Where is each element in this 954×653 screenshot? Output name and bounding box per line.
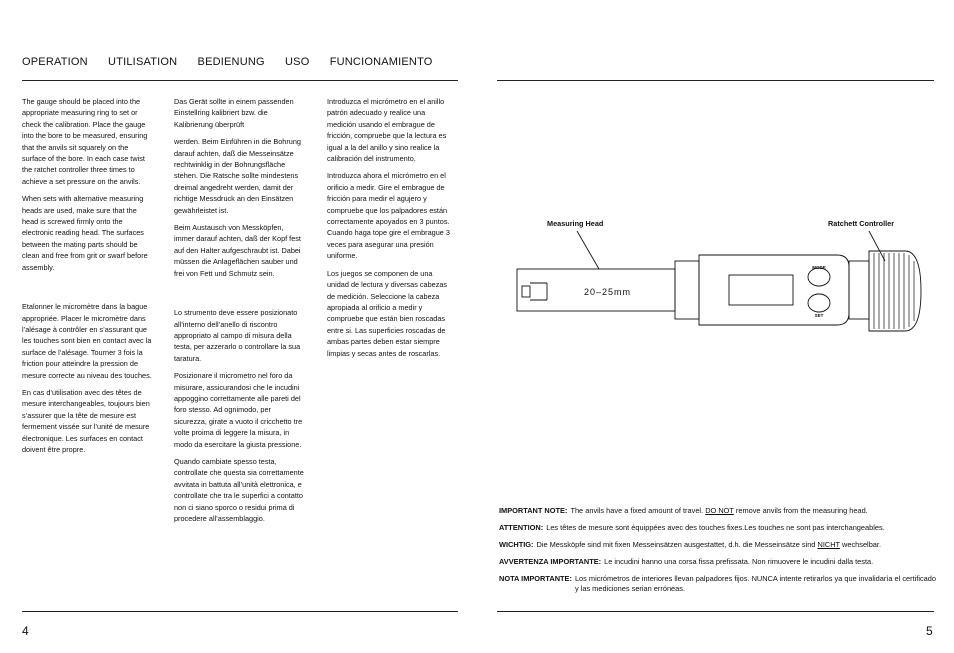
column-english-french [22,96,152,461]
electronic-body [699,255,849,325]
leader-line-head [577,231,599,269]
paragraph-en-1: The gauge should be placed into the appropriate measuring ring to set or check the calibration. Place the gauge into the bore to be measured, ensuring that the anvils sit squarely on the surface of the bore. In each case twist the ratchet controller three times to achieve a set pressure on the anvils. [22,97,148,186]
header-rule-right [497,80,934,81]
note-italian-label: AVVERTENZA IMPORTANTE: [499,556,602,566]
note-spanish: NOTA IMPORTANTE: Los micrómetros de interiores llevan palpadores fijos. NUNCA intente retirarlos ya que invalidaría el certificado y las mediciones serian erróneas. [499,573,937,594]
paragraph-de-2: werden. Beim Einführen in die Bohrung darauf achten, daß die Messeinsätze rechtwinklig in der Bohrungsfläche stehen. Die Ratsche sollte mindestens dreimal angedreht werden, damit der richtige Messdruck an den Einsätzen gewährleistet ist. [174,137,301,215]
footer-rule-right [497,611,934,612]
label-ratchet-controller: Ratchett Controller [828,219,895,228]
note-english-label: IMPORTANT NOTE: [499,506,568,515]
header-rule-left [22,80,458,81]
lcd-display [729,275,793,305]
page-number-left: 4 [22,624,29,638]
set-button [808,294,830,312]
paragraph-fr-2: En cas d’utilisation avec des têtes de mesure interchangeables, toujours bien s’assurer que la tête de mesure est fermement vissée sur l’unité de mesure électronique. Les surfaces en contact doivent être propre. [22,387,150,454]
paragraph-es-2: Introduzca ahora el micrómetro en el orificio a medir. Gire el embrague de fricción para medir el agujero y compruebe que los palpadores están correctamente apoyados en 3 puntos. Cuando haga tope gire el embrague 3 veces para asegurar una presión uniforme. [327,171,450,261]
anvil-tip [522,286,530,297]
page-number-right: 5 [926,624,933,638]
note-english: IMPORTANT NOTE: The anvils have a fixed amount of travel. DO NOT remove anvils from the measuring head. [499,506,868,515]
note-german-label: WICHTIG: [499,539,534,549]
range-text: 20–25mm [584,287,632,297]
paragraph-fr-1: Etalonner le micromètre dans la bague appropriée. Placer le micromètre dans l’alésage à contrôler en s’assurant que les touches sont bien en contact avec la surface de l’alésage. Tourner 3 fois la friction pour atteindre la pression de mesure correcte au niveau des touches. [22,302,152,380]
note-french-label: ATTENTION: [499,522,544,532]
set-label: SET [814,313,824,318]
head-collar [675,261,699,319]
label-measuring-head: Measuring Head [547,219,604,228]
ratchet-shoulder [849,261,869,319]
header-uso: USO [285,56,310,68]
paragraph-es-3: Los juegos se componen de una unidad de lectura y diversas cabezas de medición. Seleccione la cabeza apropiada al orificio a medir y compruebe que están bien roscadas entre si. Las superficies roscadas de ambas partes deben estar siempre limpias y secas antes de roscarlas. [327,268,448,358]
section-header [22,56,450,68]
note-spanish-label: NOTA IMPORTANTE: [499,573,572,583]
header-operation: OPERATION [22,56,88,68]
mode-label: MODE [812,265,826,270]
footer-rule-left [22,611,458,612]
micrometer-diagram [497,225,937,335]
header-utilisation: UTILISATION [108,56,178,68]
ratchet-knurling [874,253,914,329]
header-bedienung: BEDIENUNG [197,56,265,68]
paragraph-en-2: When sets with alternative measuring heads are used, make sure that the head is screwed firmly onto the electronic reading head. The surfaces between the mating parts should be clean and free from grit or swarf before assembly. [22,194,148,272]
header-funcionamiento: FUNCIONAMIENTO [329,56,433,68]
paragraph-it-3: Quando cambiate spesso testa, controllate che questa sia correttamente avvitata in battuta all’unità elettronica, e controllate che tra le superfici a contatto non ci siano sporco o residui prima di procedere all’assemblaggio. [174,456,304,523]
leader-line-ratchet [869,231,885,261]
paragraph-it-1: Lo strumento deve essere posizionato all’interno dell’anello di riscontro appropriato al campo di misura della testa, per azzerarlo o controllare la sua taratura. [174,308,301,363]
important-notes [499,506,939,601]
column-german-italian [174,96,304,530]
paragraph-es-1: Introduzca el micrómetro en el anillo patrón adecuado y realice una medición usando el embrague de fricción, compruebe que la lectura es igual a la del anillo y sino realice la calibración del instrumento. [327,97,447,164]
column-spanish [327,96,453,365]
ratchet-knob [869,251,921,331]
paragraph-de-3: Beim Austausch von Messköpfen, immer darauf achten, daß der Kopf fest auf den Halter aufgeschraubt ist. Dabei müssen die Anlageflächen sauber und frei von Fett und Schmutz sein. [174,223,301,278]
note-french: ATTENTION: Les têtes de mesure sont équippées avec des touches fixes.Les touches ne sont pas interchangeables. [499,522,885,532]
paragraph-it-2: Posizionare il micrometro nel foro da misurare, assicurandosi che le incudini appoggino correttamente alle pareti del foro stesso. Ad ognimodo, per sicurezza, girate a vuoto il cricchetto tre volte proima di leggere la misura, in modo da esercitare la giusta pressione. [174,371,303,449]
paragraph-de-1: Das Gerät sollte in einem passenden Einstellring kalibriert bzw. die Kalibrierung überprüft [174,97,294,129]
note-german: WICHTIG: Die Messköpfe sind mit fixen Messeinsätzen ausgestattet, d.h. die Messeinsätze sind NICHT wechselbar. [499,539,882,549]
mode-button [808,268,830,286]
note-italian: AVVERTENZA IMPORTANTE: Le incudini hanno una corsa fissa prefissata. Non rimuovere le incudini dalla testa. [499,556,874,566]
